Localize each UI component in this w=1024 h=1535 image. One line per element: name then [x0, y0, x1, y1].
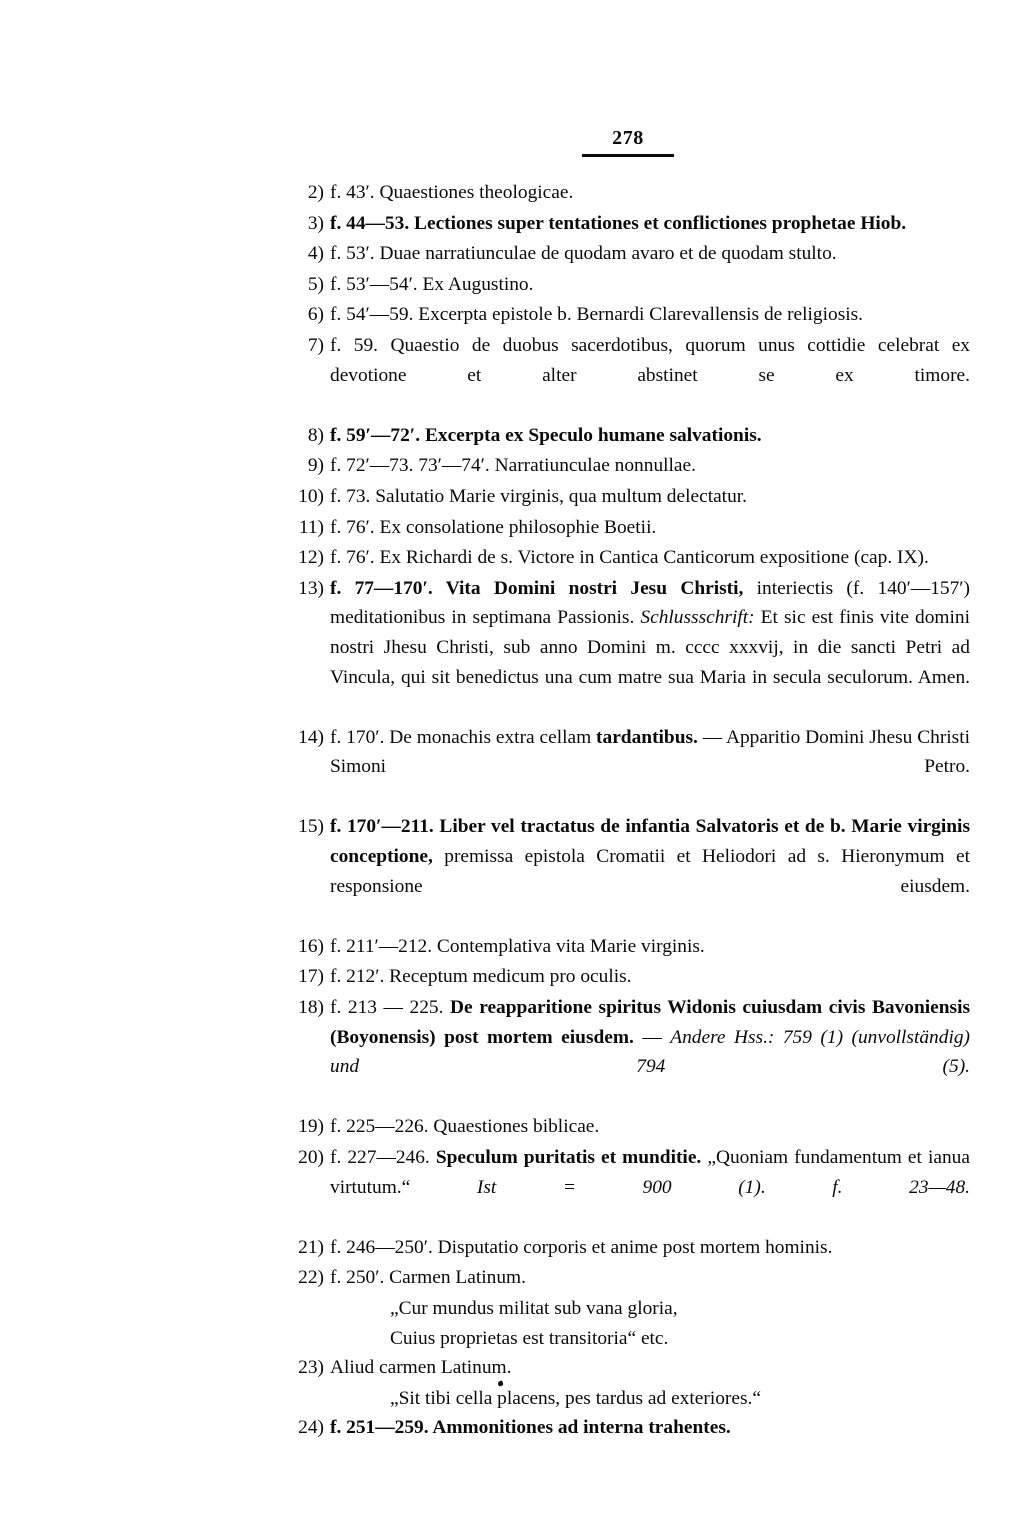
entry-marker: 17) — [298, 966, 324, 988]
entry-body — [330, 451, 970, 481]
entry-body — [330, 178, 970, 208]
entry-marker: 24) — [298, 1417, 324, 1439]
entry-body — [330, 1353, 970, 1383]
entry-marker: 4) — [307, 243, 324, 265]
catalogue-entry — [286, 1112, 970, 1142]
text-run-italic: Ist = 900 (1). f. 23—48. — [476, 1176, 970, 1198]
catalogue-entry — [286, 421, 970, 451]
text-run-regular: — — [633, 1026, 671, 1048]
text-run-regular: Aliud carmen Latinum. — [330, 1357, 512, 1379]
text-run-regular: f. 43′. Quaestiones theologicae. — [330, 182, 574, 203]
text-run-bold: Speculum puritatis et munditie. — [435, 1147, 702, 1168]
entry-body — [330, 812, 970, 930]
catalogue-entry — [286, 513, 970, 543]
entry-marker: 15) — [298, 816, 324, 838]
entry-body — [330, 421, 970, 451]
entry-body — [330, 574, 970, 722]
text-run-bold: f. 77—170′. Vita Domini nostri Jesu Christi, — [330, 577, 757, 599]
text-run-regular: f. 73. Salutatio Marie virginis, qua multum delectatur. — [330, 485, 748, 507]
catalogue-entry — [286, 932, 970, 962]
text-run-bold: f. 44—53. — [330, 212, 415, 234]
text-run-regular: f. 213 — 225. — [330, 997, 451, 1019]
entry-marker: 12) — [298, 547, 324, 569]
entry-body — [330, 513, 970, 543]
text-run-regular: f. 53′—54′. Ex Augustino. — [330, 273, 534, 295]
entry-body — [330, 331, 970, 420]
entry-marker: 2) — [307, 182, 324, 203]
entry-body — [330, 1263, 970, 1293]
entry-body — [330, 1112, 970, 1142]
entry-body — [330, 300, 970, 330]
catalogue-entry — [286, 178, 970, 208]
text-run-bold: Lectiones super tentationes et conflictiones prophetae Hiob. — [414, 212, 907, 234]
text-run-regular: premissa epistola Cromatii et Heliodori ad s. Hieronymum et responsione eiusdem. — [330, 846, 970, 897]
text-run-regular: interiectis (f. 140′—157′) meditationibus in septimana Passionis. — [330, 577, 970, 629]
catalogue-entry — [286, 1233, 970, 1263]
entry-marker: 7) — [307, 334, 324, 356]
entry-marker: 8) — [307, 424, 324, 446]
entry-marker: 10) — [298, 485, 324, 507]
entry-marker: 22) — [298, 1267, 324, 1289]
text-run-regular: f. 250′. Carmen Latinum. — [330, 1267, 526, 1289]
entry-marker: 13) — [298, 577, 324, 599]
catalogue-entry-list — [286, 178, 970, 1444]
catalogue-entry — [286, 451, 970, 481]
entry-body — [330, 962, 970, 992]
text-run-bold: f. 251—259. Ammonitiones ad interna trahentes. — [330, 1417, 731, 1439]
folio-inner — [582, 128, 674, 157]
text-run-bold: tardantibus. — [596, 726, 698, 748]
entry-body — [330, 209, 970, 239]
text-run-bold: f. 170′—211. Liber vel tractatus de infantia Salvatoris et de b. Marie virginis conceptione, — [330, 816, 970, 868]
text-run-bold: f. 59′—72′. — [330, 424, 425, 446]
catalogue-entry — [286, 331, 970, 420]
entry-marker: 16) — [298, 935, 324, 957]
entry-body — [330, 1233, 970, 1263]
text-run-regular: f. 227—246. — [330, 1147, 436, 1168]
entry-body — [330, 482, 970, 512]
catalogue-entry — [286, 1143, 970, 1232]
text-run-regular: f. 76′. Ex consolatione philosophie Boetii. — [330, 516, 657, 538]
entry-body — [330, 932, 970, 962]
text-run-regular: f. 59. Quaestio de duobus sacerdotibus, quorum unus cottidie celebrat ex devotione et alter abstinet se ex timore. — [330, 334, 970, 386]
catalogue-entry — [286, 209, 970, 239]
catalogue-entry — [286, 993, 970, 1111]
entry-body — [330, 1143, 970, 1232]
verse-line: „Sit tibi cella placens, pes tardus ad exteriores.“ — [390, 1387, 761, 1409]
entry-marker: 14) — [298, 726, 324, 748]
page-header — [0, 128, 1024, 157]
text-run-regular: „Quoniam fundamentum et ianua virtutum.“ — [330, 1147, 970, 1198]
verse-line: Cuius proprietas est transitoria“ etc. — [390, 1327, 669, 1349]
entry-marker: 3) — [307, 212, 324, 234]
entry-body — [330, 543, 970, 573]
entry-body — [330, 239, 970, 269]
catalogue-entry — [286, 1413, 970, 1443]
text-run-regular: f. 170′. De monachis extra cellam — [330, 726, 597, 748]
catalogue-entry — [286, 723, 970, 812]
page-number: 278 — [612, 127, 644, 149]
text-run-bold: Excerpta ex Speculo humane salvationis. — [424, 424, 762, 446]
entry-body — [330, 270, 970, 300]
entry-marker: 9) — [307, 455, 324, 477]
catalogue-entry — [286, 300, 970, 330]
text-run-regular: f. 54′—59. Excerpta epistole b. Bernardi Clarevallensis de religiosis. — [330, 304, 864, 326]
text-run-regular: f. 225—226. Quaestiones biblicae. — [330, 1116, 600, 1138]
entry-marker: 23) — [298, 1357, 324, 1379]
entry-body — [330, 723, 970, 812]
text-run-regular: f. 212′. Receptum medicum pro oculis. — [330, 966, 632, 988]
text-run-regular: f. 211′—212. Contemplativa vita Marie virginis. — [330, 935, 705, 957]
entry-marker: 6) — [307, 304, 324, 326]
entry-body — [330, 993, 970, 1111]
text-run-italic: Andere Hss.: 759 (1) (unvollständig) und 794 (5). — [330, 1026, 970, 1078]
catalogue-entry — [286, 962, 970, 992]
text-run-bold: De reapparitione spiritus Widonis cuiusdam civis Bavoniensis (Boyonensis) post mortem eiusdem. — [330, 997, 971, 1048]
entry-marker: 18) — [298, 997, 324, 1019]
entry-marker: 19) — [298, 1116, 324, 1138]
catalogue-entry — [286, 239, 970, 269]
entry-marker: 5) — [307, 273, 324, 295]
text-run-regular: f. 53′. Duae narratiunculae de quodam avaro et de quodam stulto. — [330, 243, 837, 265]
header-rule — [582, 154, 674, 157]
catalogue-entry — [286, 543, 970, 573]
catalogue-entry — [286, 574, 970, 722]
text-run-regular: f. 72′—73. 73′—74′. Narratiunculae nonnullae. — [330, 455, 696, 477]
entry-marker: 20) — [298, 1147, 324, 1168]
catalogue-entry — [286, 812, 970, 930]
entry-marker: 11) — [298, 516, 324, 538]
catalogue-entry — [286, 482, 970, 512]
text-run-regular: Et sic est finis vite domini nostri Jhesu Christi, sub anno Domini m. cccc xxxvij, in die sancti Petri ad Vincula, qui sit benedictus una cum matre sua Maria in secula seculorum. Amen. — [330, 607, 970, 688]
text-run-regular: f. 76′. Ex Richardi de s. Victore in Cantica Canticorum expositione (cap. IX). — [330, 547, 929, 569]
catalogue-entry — [286, 270, 970, 300]
text-run-regular: f. 246—250′. Disputatio corporis et anime post mortem hominis. — [330, 1236, 833, 1258]
verse-line: „Cur mundus militat sub vana gloria, — [390, 1297, 678, 1319]
entry-marker: 21) — [298, 1236, 324, 1258]
catalogue-entry — [286, 1353, 970, 1383]
catalogue-entry — [286, 1263, 970, 1293]
text-run-regular: — Apparitio Domini Jhesu Christi Simoni Petro. — [330, 726, 970, 778]
entry-body — [330, 1413, 970, 1443]
text-run-italic: Schlussschrift: — [640, 607, 755, 629]
